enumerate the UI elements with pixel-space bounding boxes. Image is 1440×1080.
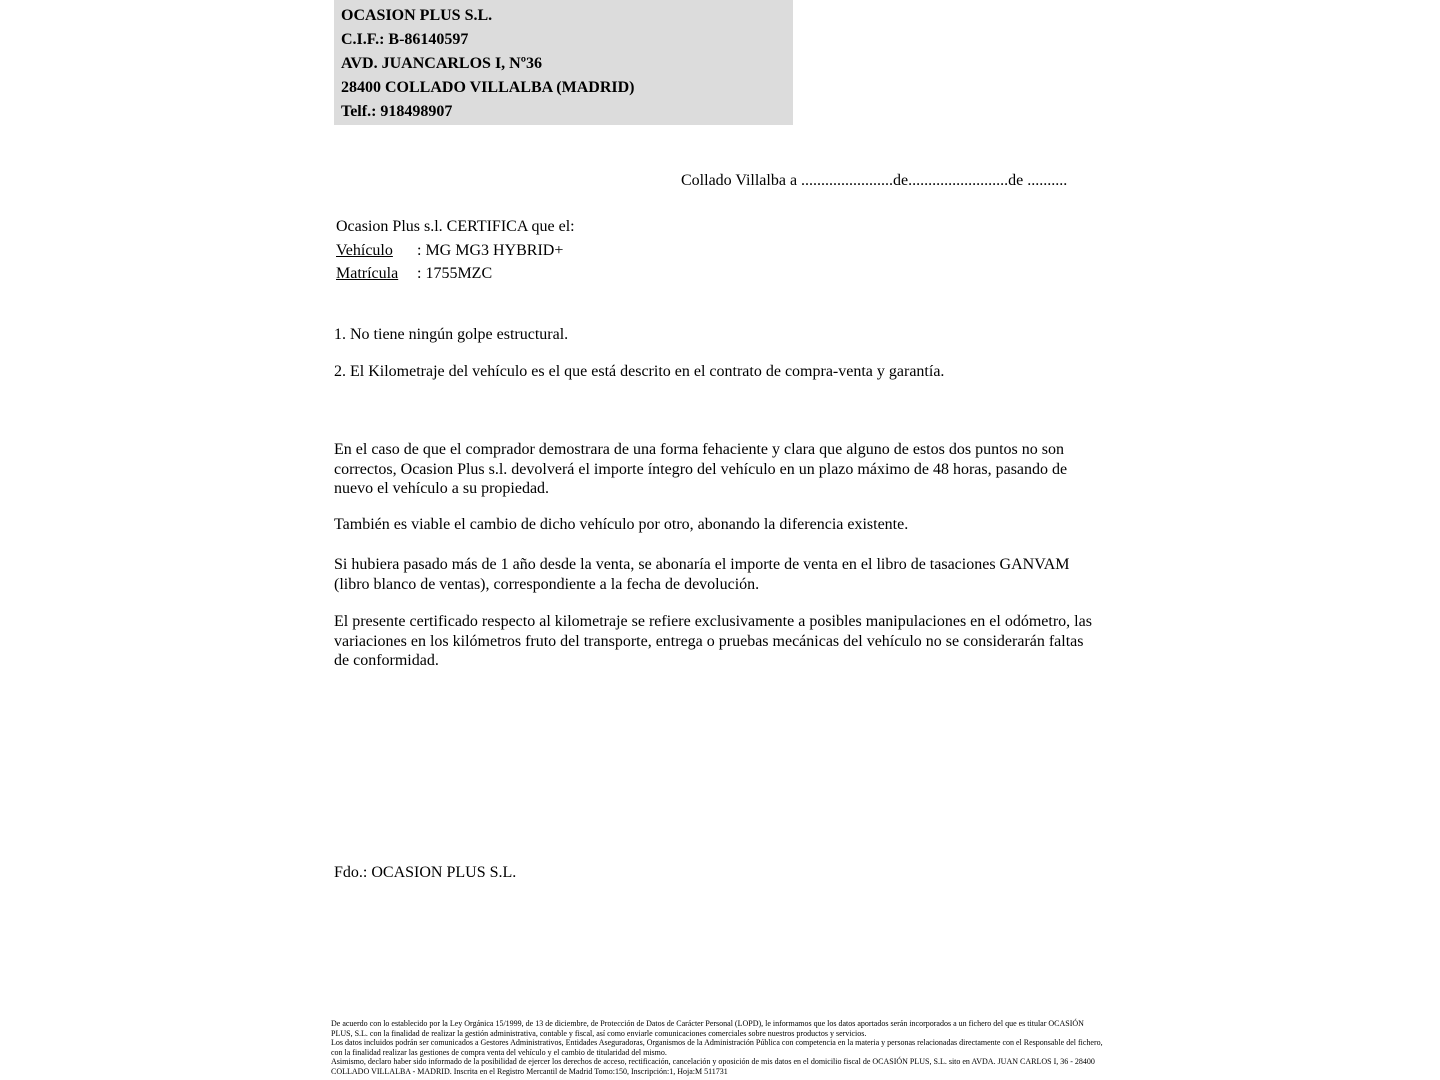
certify-block [336,215,575,286]
legal-footer [331,1019,1103,1077]
legal-paragraph-3: Asimismo, declaro haber sido informado de la posibilidad de ejercer los derechos de acceso, rectificación, cancelación y oposición de mis datos en el domicilio fiscal de OCASIÓN PLUS, S.L. sito en AVDA. JUAN CARLOS I, 36 - 28400 COLLADO VILLALBA - MADRID. Inscrita en el Registro Mercantil de Madrid Tomo:150, Inscripción:1, Hoja:M 511731 [331,1057,1095,1076]
plate-value: : 1755MZC [417,265,493,282]
legal-paragraph-2: Los datos incluidos podrán ser comunicados a Gestores Administrativos, Entidades Aseguradoras, Organismos de la Administración Pública con competencia en la materia y personas relacionadas directamente con el Responsable del fichero, con la finalidad realizar las gestiones de compra venta del vehículo y el cambio de titularidad del mismo. [331,1038,1103,1057]
company-cif: C.I.F.: B-86140597 [341,31,469,48]
certificate-point-1: 1. No tiene ningún golpe estructural. [334,326,569,343]
company-city: 28400 COLLADO VILLALBA (MADRID) [341,79,635,96]
company-phone: Telf.: 918498907 [341,103,453,120]
signature-line: Fdo.: OCASION PLUS S.L. [334,864,517,881]
vehicle-row [336,239,575,263]
paragraph-refund: En el caso de que el comprador demostrara de una forma fehaciente y clara que alguno de estos dos puntos no son correctos, Ocasion Plus s.l. devolverá el importe íntegro del vehículo en un plazo máximo de 48 horas, pasando de nuevo el vehículo a su propiedad. [334,441,1068,498]
plate-label: Matrícula [336,265,399,282]
date-line: Collado Villalba a .......................de.........................de .......... [681,172,1068,189]
company-address: AVD. JUANCARLOS I, Nº36 [341,55,543,72]
certificate-point-2: 2. El Kilometraje del vehículo es el que está descrito en el contrato de compra-venta y garantía. [334,363,945,380]
legal-paragraph-1: De acuerdo con lo establecido por la Ley Orgánica 15/1999, de 13 de diciembre, de Protección de Datos de Carácter Personal (LOPD), le informamos que los datos aportados serán incorporados a un fichero del que es titular OCASIÓN PLUS, S.L. con la finalidad de realizar la gestión administrativa, contable y fiscal, así como enviarle comunicaciones comerciales sobre nuestros productos y servicios. [331,1019,1084,1038]
vehicle-value: : MG MG3 HYBRID+ [417,241,564,259]
certify-intro: Ocasion Plus s.l. CERTIFICA que el: [336,218,575,235]
company-header-box [334,0,793,125]
paragraph-ganvam: Si hubiera pasado más de 1 año desde la venta, se abonaría el importe de venta en el libro de tasaciones GANVAM (libro blanco de ventas), correspondiente a la fecha de devolución. [334,556,1070,593]
company-name: OCASION PLUS S.L. [341,7,493,24]
paragraph-exchange: También es viable el cambio de dicho vehículo por otro, abonando la diferencia existente. [334,516,909,533]
plate-row [336,262,575,286]
vehicle-label: Vehículo [336,241,393,259]
paragraph-odometer: El presente certificado respecto al kilometraje se refiere exclusivamente a posibles manipulaciones en el odómetro, las variaciones en los kilómetros fruto del transporte, entrega o pruebas mecánicas del vehículo no se considerarán faltas de conformidad. [334,613,1092,670]
